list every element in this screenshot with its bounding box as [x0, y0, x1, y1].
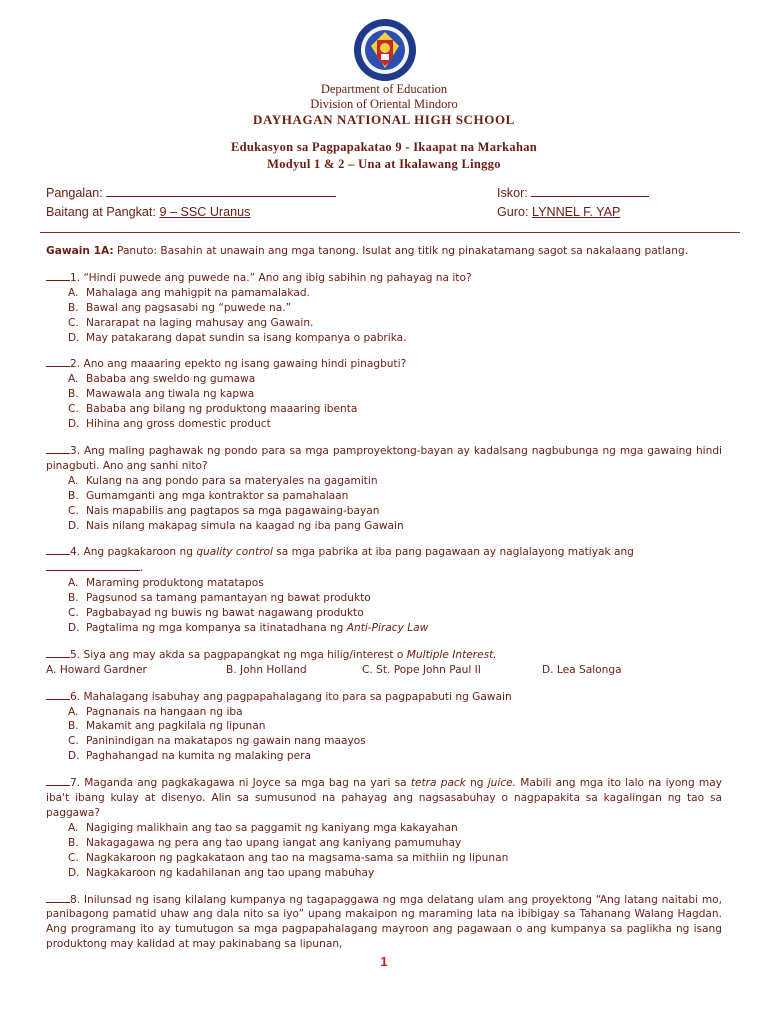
answer-blank[interactable]: [46, 892, 70, 903]
option: A. Maraming produktong matatapos: [68, 577, 264, 590]
question-3: [46, 443, 722, 533]
option: C. Nararapat na laging mahusay ang Gawain.: [68, 316, 314, 329]
option: B. John Holland: [226, 663, 307, 676]
option: A. Nagiging malikhain ang tao sa paggamit ng kaniyang mga kakayahan: [68, 821, 458, 834]
grade-label: Baitang at Pangkat:: [46, 205, 156, 219]
fill-in-blank[interactable]: [46, 560, 140, 571]
score-field[interactable]: [531, 184, 649, 197]
page-number: 1: [380, 954, 388, 969]
question-stem: 1. “Hindi puwede ang puwede na.” Ano ang ibig sabihin ng pahayag na ito?: [70, 271, 472, 284]
option: B. Makamit ang pagkilala ng lipunan: [68, 720, 266, 733]
option: C. Paninindigan na makatapos ng gawain nang maayos: [68, 735, 366, 748]
answer-blank[interactable]: [46, 647, 70, 658]
option: B. Nakagagawa ng pera ang tao upang iangat ang kaniyang pamumuhay: [68, 836, 462, 849]
option: C. Nais mapabilis ang pagtapos sa mga pagawaing-bayan: [68, 504, 380, 517]
option: A. Bababa ang sweldo ng gumawa: [68, 373, 256, 386]
grade-value: 9 – SSC Uranus: [159, 205, 251, 219]
option: B. Gumamganti ang mga kontraktor sa pamahalaan: [68, 489, 349, 502]
score-row: [497, 184, 649, 203]
teacher-value: LYNNEL F. YAP: [532, 205, 621, 219]
option: B. Bawal ang pagsasabi ng “puwede na.”: [68, 301, 292, 314]
question-stem: 8. Inilunsad ng isang kilalang kumpanya ng tagapaggawa ng mga delatang ulam ang proyektong “Ang latang naitabi mo, panibagong pamatid uhaw ang dala nito sa iyo” upang makaipon ng maraming lata na ibibigay sa Tahanang Walang Hagdan. Ang programang ito ay tumutugon sa mga pagpapahalagang mayroon ang pagawaan o ang kumpanya sa paglikha ng isang produktong may kalidad at may pakinabang sa lipunan,: [46, 893, 722, 951]
teacher-label: Guro:: [497, 205, 529, 219]
worksheet-content: [46, 244, 722, 952]
option: A. Mahalaga ang mahigpit na pamamalakad.: [68, 286, 310, 299]
division-name: Division of Oriental Mindoro: [310, 97, 458, 111]
option: A. Kulang na ang pondo para sa materyales na gagamitin: [68, 474, 378, 487]
deped-seal-icon: [353, 18, 417, 82]
module-title: Modyul 1 & 2 – Una at Ikalawang Linggo: [267, 157, 501, 171]
grade-row: [46, 203, 336, 222]
answer-blank[interactable]: [46, 544, 70, 555]
inline-options: [46, 663, 722, 678]
question-1: [46, 270, 722, 346]
answer-blank[interactable]: [46, 270, 70, 281]
question-4: 4. Ang pagkakaroon ng quality control sa mga pabrika at iba pang pagawaan ay naglalayong matiyak ang . A. Maraming produktong matatapos B. Pagsunod sa tamang pamantayan ng bawat produkto C. Pagbabayad ng buwis ng bawat nagawang produkto D. Pagtalima ng mga kompanya sa itinatadhana ng Anti-Piracy Law: [46, 544, 722, 635]
option: C. St. Pope John Paul II: [362, 663, 481, 676]
question-7: 7. Maganda ang pagkakagawa ni Joyce sa mga bag na yari sa tetra pack ng juice. Mabili ang mga ito lalo na iyong may iba't ibang kulay at disenyo. Alin sa sumusunod na pahayag ang nagsasabuhay o nagpapakita sa kagalingan ng tao sa paggawa? A. Nagiging malikhain ang tao sa paggamit ng kaniyang mga kakayahan B. Nakagagawa ng pera ang tao upang iangat ang kaniyang pamumuhay C. Nagkakaroon ng pagkakataon ang tao na magsama-sama sa mithiin ng lipunan D. Nagkakaroon ng kadahilanan ang tao upang mabuhay: [46, 777, 723, 879]
department-name: Department of Education: [320, 82, 448, 96]
instructions-text: Panuto: Basahin at unawain ang mga tanong. Isulat ang titik ng pinakatamang sagot sa nakalaang patlang.: [117, 245, 689, 257]
answer-blank[interactable]: [46, 443, 70, 454]
question-stem: 3. Ang maling paghawak ng pondo para sa mga pamproyektong-bayan ay kadalsang nagbubunga ng mga gawaing hindi pinagbuti. Ano ang sanhi nito?: [46, 444, 722, 472]
option: D. May patakarang dapat sundin sa isang kompanya o pabrika.: [68, 331, 407, 344]
student-info: [46, 184, 336, 222]
option: B. Pagsunod sa tamang pamantayan ng bawat produkto: [68, 592, 371, 605]
option: D. Lea Salonga: [542, 663, 622, 676]
question-2: [46, 356, 722, 432]
document-header: [0, 82, 768, 127]
option: D. Hihina ang gross domestic product: [68, 418, 271, 431]
question-8: [46, 892, 722, 953]
activity-label: Gawain 1A:: [46, 245, 114, 257]
score-info: [497, 184, 649, 222]
question-stem: 6. Mahalagang isabuhay ang pagpapahalagang ito para sa pagpapabuti ng Gawain: [70, 690, 512, 703]
question-5: 5. Siya ang may akda sa pagpapangkat ng mga hilig/interest o Multiple Interest. A. Howard Gardner B. John Holland C. St. Pope John Paul II D. Lea Salonga: [46, 647, 722, 678]
question-6: [46, 689, 722, 765]
option: A. Pagnanais na hangaan ng iba: [68, 705, 243, 718]
name-row: [46, 184, 336, 203]
option: C. Pagbabayad ng buwis ng bawat nagawang produkto: [68, 607, 364, 620]
option: D. Paghahangad na kumita ng malaking pera: [68, 750, 311, 763]
subject-title: Edukasyon sa Pagpapakatao 9 - Ikaapat na Markahan: [230, 140, 538, 154]
teacher-row: [497, 203, 649, 222]
question-stem: 2. Ano ang maaaring epekto ng isang gawaing hindi pinagbuti?: [70, 358, 407, 371]
score-label: Iskor:: [497, 186, 528, 200]
module-titles: [0, 139, 768, 173]
answer-blank[interactable]: [46, 775, 70, 786]
option: C. Bababa ang bilang ng produktong maaaring ibenta: [68, 403, 358, 416]
option: D. Nagkakaroon ng kadahilanan ang tao upang mabuhay: [68, 866, 375, 879]
name-label: Pangalan:: [46, 186, 103, 200]
option: C. Nagkakaroon ng pagkakataon ang tao na magsama-sama sa mithiin ng lipunan: [68, 851, 509, 864]
option: D. Nais nilang makapag simula na kaagad ng iba pang Gawain: [68, 519, 404, 532]
activity-instructions: [46, 244, 722, 259]
answer-blank[interactable]: [46, 689, 70, 700]
option: B. Mawawala ang tiwala ng kapwa: [68, 388, 255, 401]
option: A. Howard Gardner: [46, 663, 147, 676]
name-field[interactable]: [106, 184, 336, 197]
option: D. Pagtalima ng mga kompanya sa itinatadhana ng Anti-Piracy Law: [68, 621, 429, 634]
header-divider: [40, 232, 740, 233]
answer-blank[interactable]: [46, 356, 70, 367]
school-name: DAYHAGAN NATIONAL HIGH SCHOOL: [253, 112, 515, 127]
